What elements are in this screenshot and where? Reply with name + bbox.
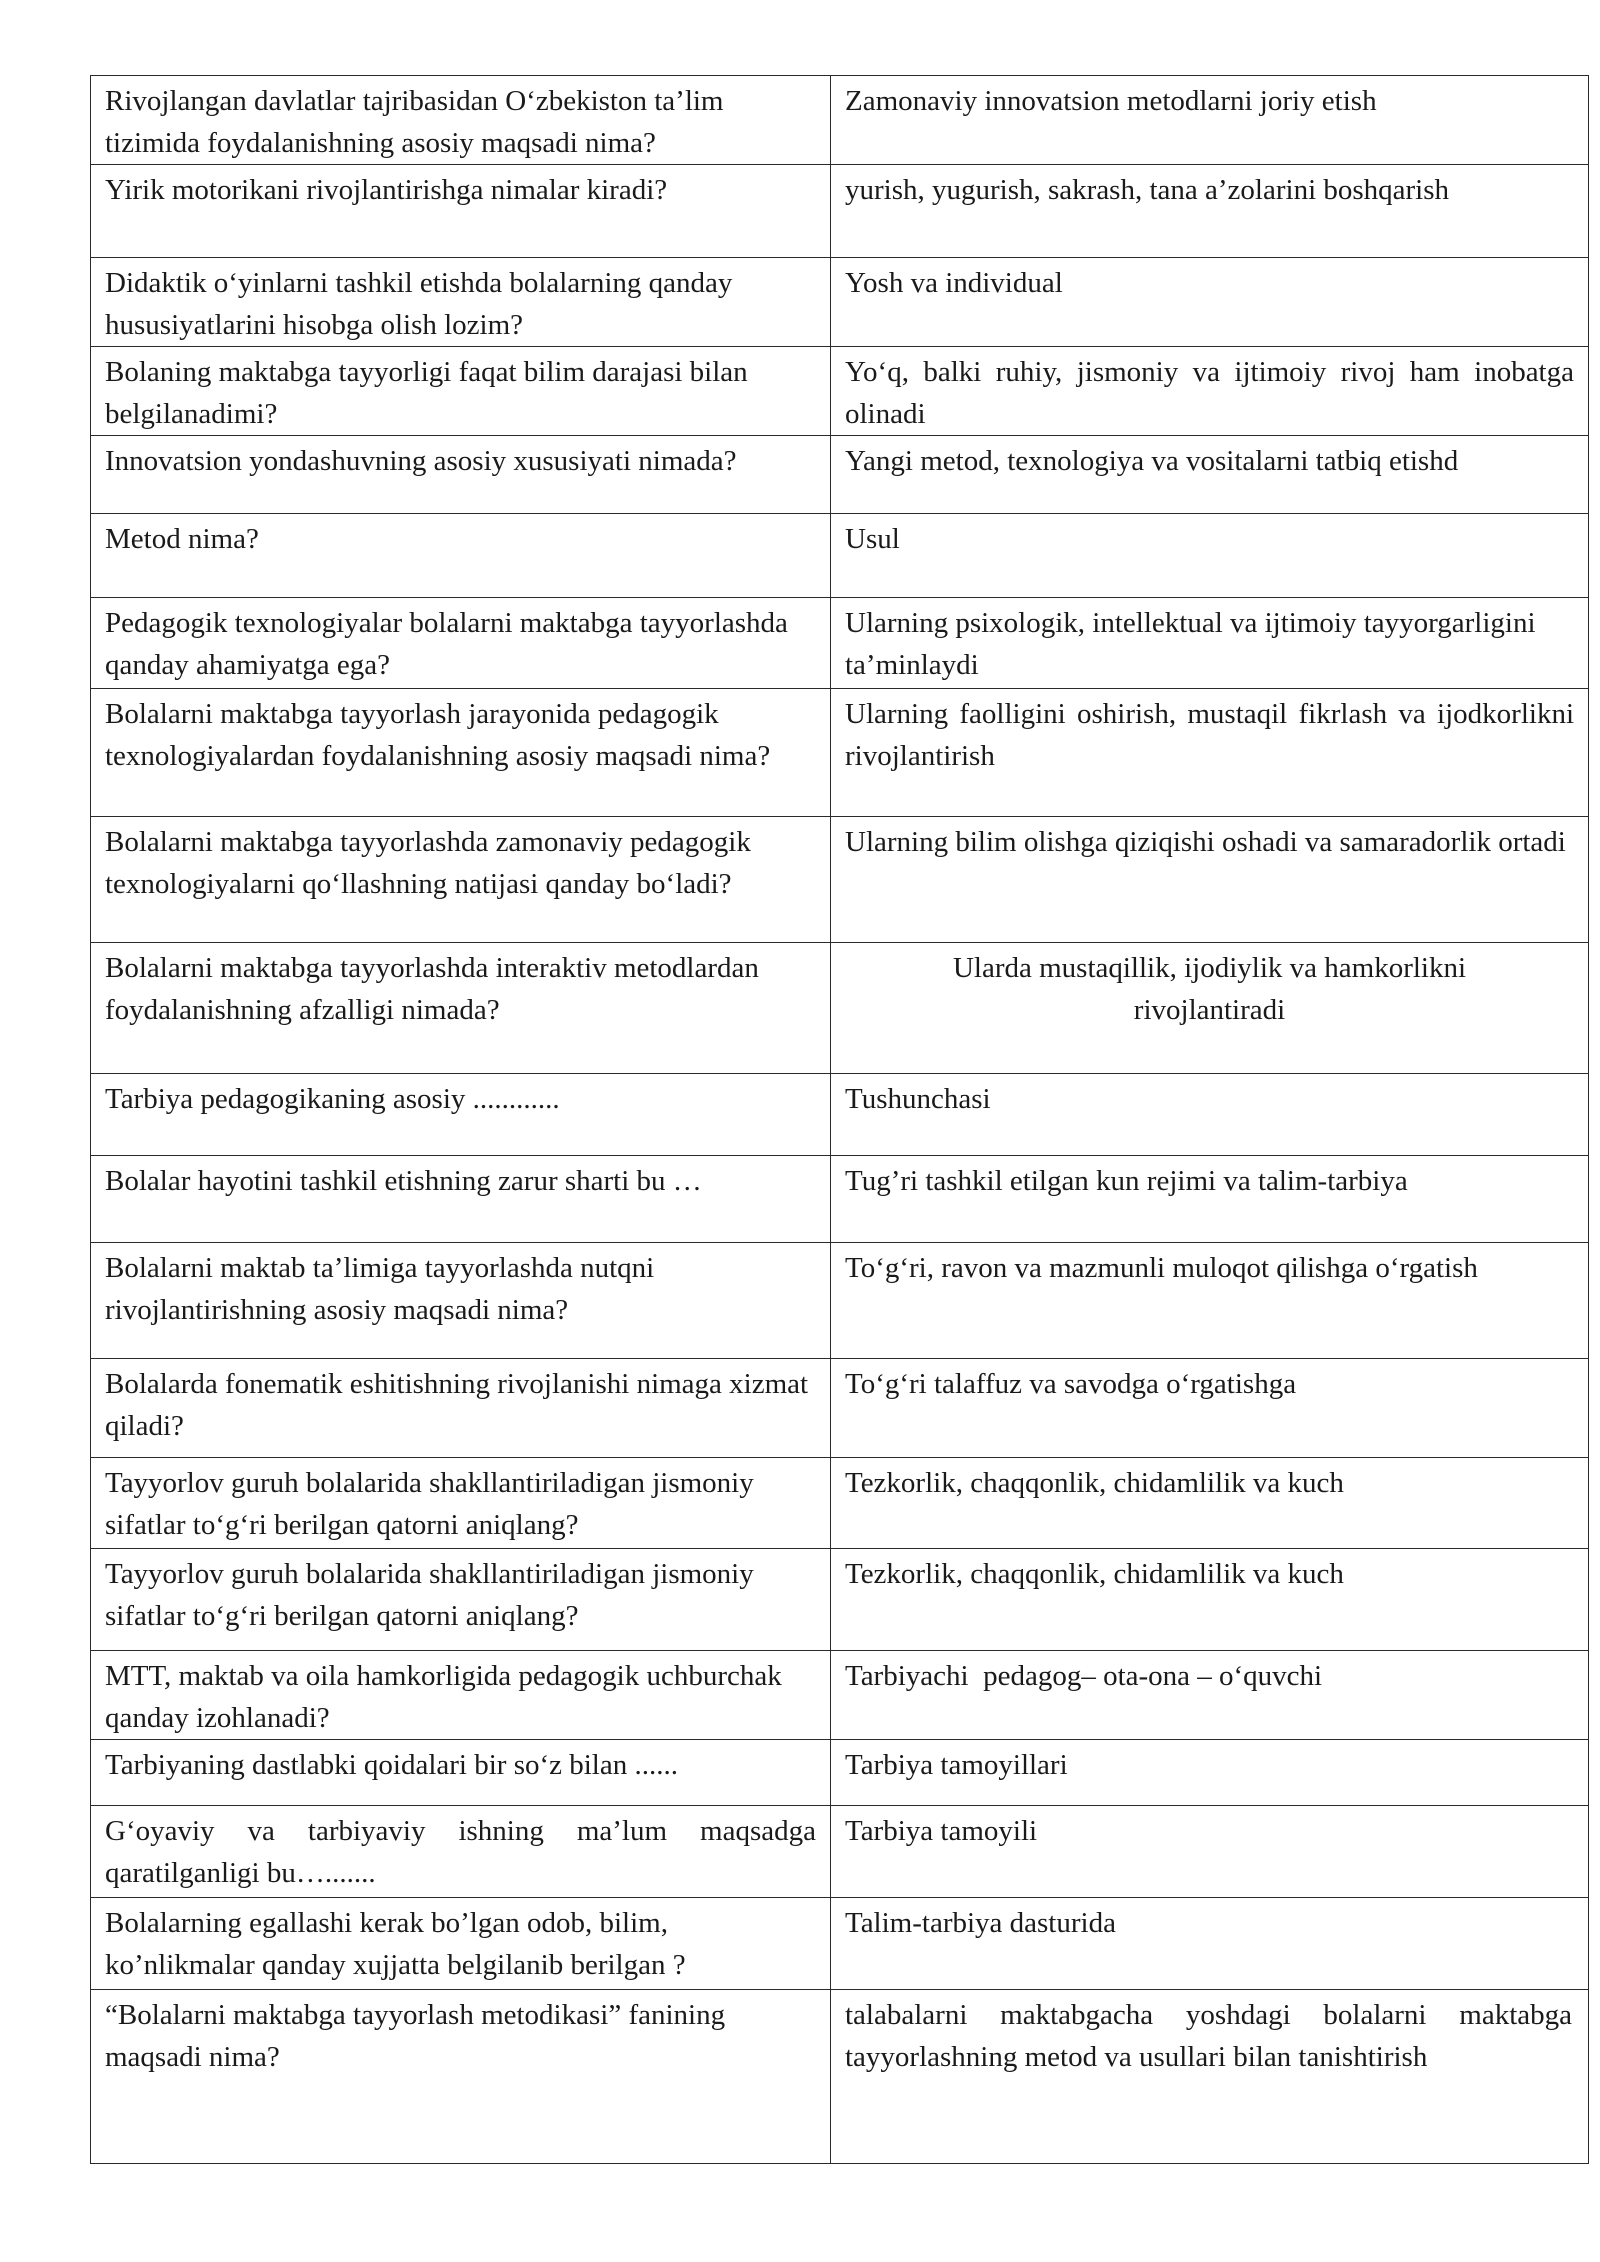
- table-row: [91, 943, 1589, 1074]
- question-cell: Innovatsion yondashuvning asosiy xususiyati nimada?: [91, 436, 831, 514]
- answer-cell: Tarbiya tamoyillari: [831, 1740, 1589, 1806]
- table-row: [91, 165, 1589, 258]
- answer-cell: Tug’ri tashkil etilgan kun rejimi va talim-tarbiya: [831, 1156, 1589, 1243]
- answer-cell: Ularda mustaqillik, ijodiylik va hamkorlikni rivojlantiradi: [831, 943, 1589, 1074]
- answer-cell: Tushunchasi: [831, 1074, 1589, 1156]
- table-row: [91, 1740, 1589, 1806]
- table-row: [91, 1990, 1589, 2164]
- table-row: [91, 258, 1589, 347]
- question-cell: Tarbiya pedagogikaning asosiy ............: [91, 1074, 831, 1156]
- table-row: [91, 1458, 1589, 1549]
- question-cell: “Bolalarni maktabga tayyorlash metodikasi” fanining maqsadi nima?: [91, 1990, 831, 2164]
- table-row: [91, 689, 1589, 817]
- question-cell: Tayyorlov guruh bolalarida shakllantiriladigan jismoniy sifatlar to‘g‘ri berilgan qatorni aniqlang?: [91, 1549, 831, 1651]
- table-row: [91, 1156, 1589, 1243]
- question-cell: Yirik motorikani rivojlantirishga nimalar kiradi?: [91, 165, 831, 258]
- answer-cell: yurish, yugurish, sakrash, tana a’zolarini boshqarish: [831, 165, 1589, 258]
- question-cell: Bolalarning egallashi kerak bo’lgan odob, bilim, ko’nlikmalar qanday xujjatta belgilanib berilgan ?: [91, 1898, 831, 1990]
- table-row: [91, 347, 1589, 436]
- table-row: [91, 817, 1589, 943]
- qa-table: [90, 75, 1589, 2164]
- question-cell: Tarbiyaning dastlabki qoidalari bir so‘z bilan ......: [91, 1740, 831, 1806]
- answer-cell: Ularning bilim olishga qiziqishi oshadi va samaradorlik ortadi: [831, 817, 1589, 943]
- question-cell: Metod nima?: [91, 514, 831, 598]
- question-cell: Bolalarni maktabga tayyorlashda zamonaviy pedagogik texnologiyalarni qo‘llashning natijasi qanday bo‘ladi?: [91, 817, 831, 943]
- answer-cell: To‘g‘ri, ravon va mazmunli muloqot qilishga o‘rgatish: [831, 1243, 1589, 1359]
- answer-cell: Tarbiya tamoyili: [831, 1806, 1589, 1898]
- table-row: [91, 1898, 1589, 1990]
- table-row: [91, 1806, 1589, 1898]
- answer-cell: Usul: [831, 514, 1589, 598]
- question-cell: MTT, maktab va oila hamkorligida pedagogik uchburchak qanday izohlanadi?: [91, 1651, 831, 1740]
- question-cell: Bolalar hayotini tashkil etishning zarur sharti bu …: [91, 1156, 831, 1243]
- answer-cell: talabalarni maktabgacha yoshdagi bolalarni maktabga tayyorlashning metod va usullari bilan tanishtirish: [831, 1990, 1589, 2164]
- table-row: [91, 1651, 1589, 1740]
- question-cell: Bolalarda fonematik eshitishning rivojlanishi nimaga xizmat qiladi?: [91, 1359, 831, 1458]
- question-cell: Bolalarni maktabga tayyorlashda interaktiv metodlardan foydalanishning afzalligi nimada?: [91, 943, 831, 1074]
- table-row: [91, 1243, 1589, 1359]
- table-row: [91, 598, 1589, 689]
- table-row: [91, 1074, 1589, 1156]
- answer-cell: Zamonaviy innovatsion metodlarni joriy etish: [831, 76, 1589, 165]
- table-row: [91, 514, 1589, 598]
- table-row: [91, 76, 1589, 165]
- answer-cell: Yosh va individual: [831, 258, 1589, 347]
- answer-cell: Yo‘q, balki ruhiy, jismoniy va ijtimoiy rivoj ham inobatga olinadi: [831, 347, 1589, 436]
- answer-cell: Tezkorlik, chaqqonlik, chidamlilik va kuch: [831, 1458, 1589, 1549]
- table-row: [91, 436, 1589, 514]
- question-cell: Bolaning maktabga tayyorligi faqat bilim darajasi bilan belgilanadimi?: [91, 347, 831, 436]
- answer-cell: Ularning faolligini oshirish, mustaqil fikrlash va ijodkorlikni rivojlantirish: [831, 689, 1589, 817]
- question-cell: Bolalarni maktab ta’limiga tayyorlashda nutqni rivojlantirishning asosiy maqsadi nima?: [91, 1243, 831, 1359]
- answer-cell: Ularning psixologik, intellektual va ijtimoiy tayyorgarligini ta’minlaydi: [831, 598, 1589, 689]
- answer-cell: To‘g‘ri talaffuz va savodga o‘rgatishga: [831, 1359, 1589, 1458]
- answer-cell: Tezkorlik, chaqqonlik, chidamlilik va kuch: [831, 1549, 1589, 1651]
- question-cell: Bolalarni maktabga tayyorlash jarayonida pedagogik texnologiyalardan foydalanishning asosiy maqsadi nima?: [91, 689, 831, 817]
- answer-cell: Yangi metod, texnologiya va vositalarni tatbiq etishd: [831, 436, 1589, 514]
- question-cell: Tayyorlov guruh bolalarida shakllantiriladigan jismoniy sifatlar to‘g‘ri berilgan qatorni aniqlang?: [91, 1458, 831, 1549]
- question-cell: Didaktik o‘yinlarni tashkil etishda bolalarning qanday hususiyatlarini hisobga olish lozim?: [91, 258, 831, 347]
- question-cell: G‘oyaviy va tarbiyaviy ishning ma’lum maqsadga qaratilganligi bu….......: [91, 1806, 831, 1898]
- question-cell: Pedagogik texnologiyalar bolalarni maktabga tayyorlashda qanday ahamiyatga ega?: [91, 598, 831, 689]
- answer-cell: Tarbiyachi pedagog– ota-ona – o‘quvchi: [831, 1651, 1589, 1740]
- table-row: [91, 1549, 1589, 1651]
- table-row: [91, 1359, 1589, 1458]
- answer-cell: Talim-tarbiya dasturida: [831, 1898, 1589, 1990]
- question-cell: Rivojlangan davlatlar tajribasidan O‘zbekiston ta’lim tizimida foydalanishning asosiy maqsadi nima?: [91, 76, 831, 165]
